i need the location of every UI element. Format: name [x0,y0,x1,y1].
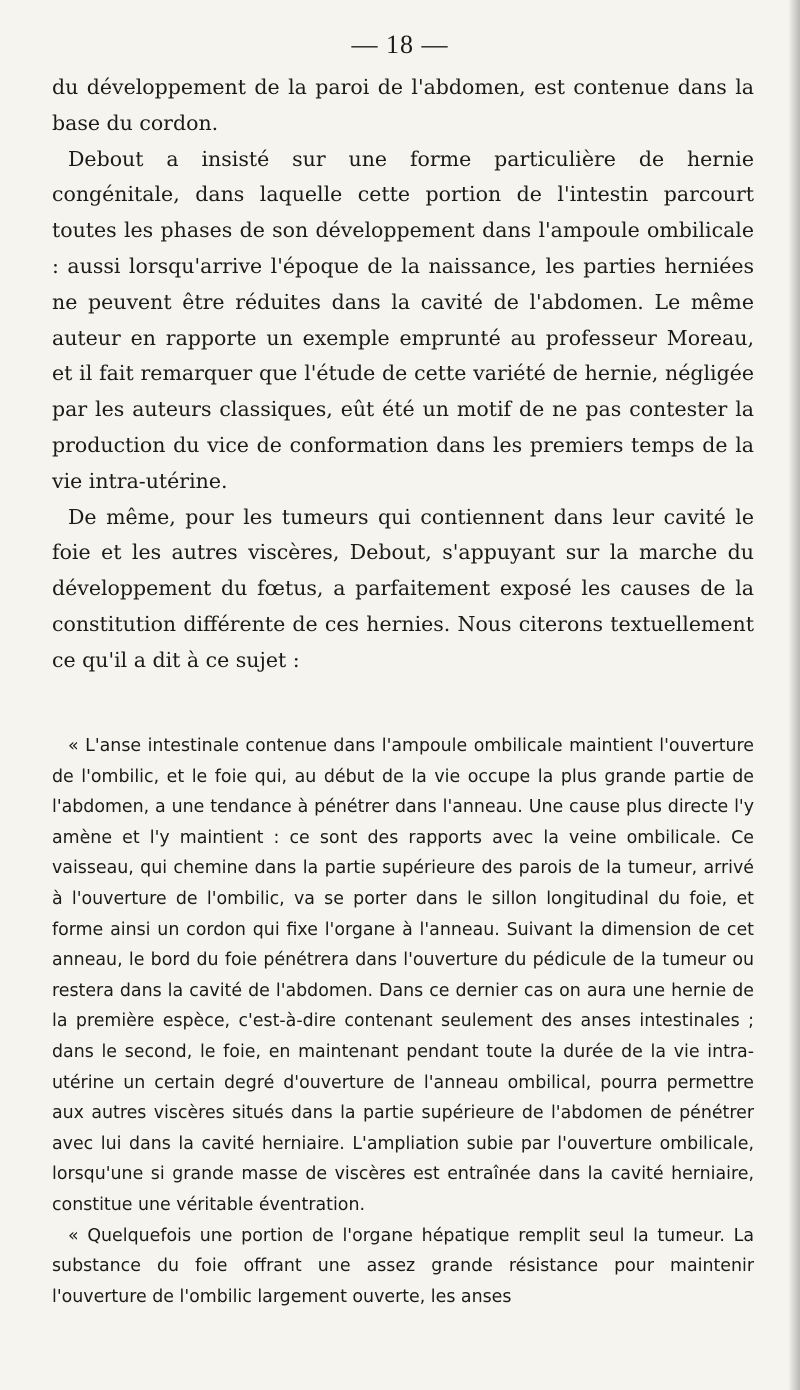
quote-paragraph-quelquefois: « Quelquefois une portion de l'organe hépatique remplit seul la tumeur. La substance du foie offrant une assez grande résistance pour maintenir l'ouverture de l'ombilic largement ouverte, les anses [52,1225,754,1307]
paragraph-tumeurs-foie: De même, pour les tumeurs qui contiennent dans leur cavité le foie et les autres viscères, Debout, s'appuyant sur la marche du développement du fœtus, a parfaitement exposé les causes de la constitution différente de ces hernies. Nous citerons textuellement ce qu'il a dit à ce sujet : [52,504,754,672]
paragraph-continuation: du développement de la paroi de l'abdomen, est contenue dans la base du cordon. [52,75,754,135]
page-number: — 18 — [351,30,449,59]
quoted-text [52,731,754,1312]
quote-paragraph-anse: « L'anse intestinale contenue dans l'ampoule ombilicale maintient l'ouverture de l'ombilic, et le foie qui, au début de la vie occupe la plus grande partie de l'abdomen, a une tendance à pénétrer dans l'anneau. Une cause plus directe l'y amène et l'y maintient : ce sont des rapports avec la veine ombilicale. Ce vaisseau, qui chemine dans la partie supérieure des parois de la tumeur, arrivé à l'ouverture de l'ombilic, va se porter dans le sillon longitudinal du foie, et forme ainsi un cordon qui fixe l'organe à l'anneau. Suivant la dimension de cet anneau, le bord du foie pénétrera dans l'ouverture du pédicule de la tumeur ou restera dans la cavité de l'abdomen. Dans ce dernier cas on aura une hernie de la première espèce, c'est-à-dire contenant seulement des anses intestinales ; dans le second, le foie, en maintenant pendant toute la durée de la vie intra-utérine un certain degré d'ouverture de l'anneau ombilical, pourra permettre aux autres viscères situés dans la partie supérieure de l'abdomen de pénétrer avec lui dans la cavité herniaire. L'ampliation subie par l'ouverture ombilicale, lorsqu'une si grande masse de viscères est entraînée dans la cavité herniaire, constitue une véritable éventration. [52,736,754,1215]
paragraph-debout-hernie: Debout a insisté sur une forme particulière de hernie congénitale, dans laquelle cette portion de l'intestin parcourt toutes les phases de son développement dans l'ampoule ombilicale : aussi lorsqu'arrive l'époque de la naissance, les parties herniées ne peuvent être réduites dans la cavité de l'abdomen. Le même auteur en rapporte un exemple emprunté au professeur Moreau, et il fait remarquer que l'étude de cette variété de hernie, négligée par les auteurs classiques, eût été un motif de ne pas contester la production du vice de conformation dans les premiers temps de la vie intra-utérine. [52,146,754,493]
page-edge-shadow [788,0,800,1390]
main-text [52,70,754,679]
